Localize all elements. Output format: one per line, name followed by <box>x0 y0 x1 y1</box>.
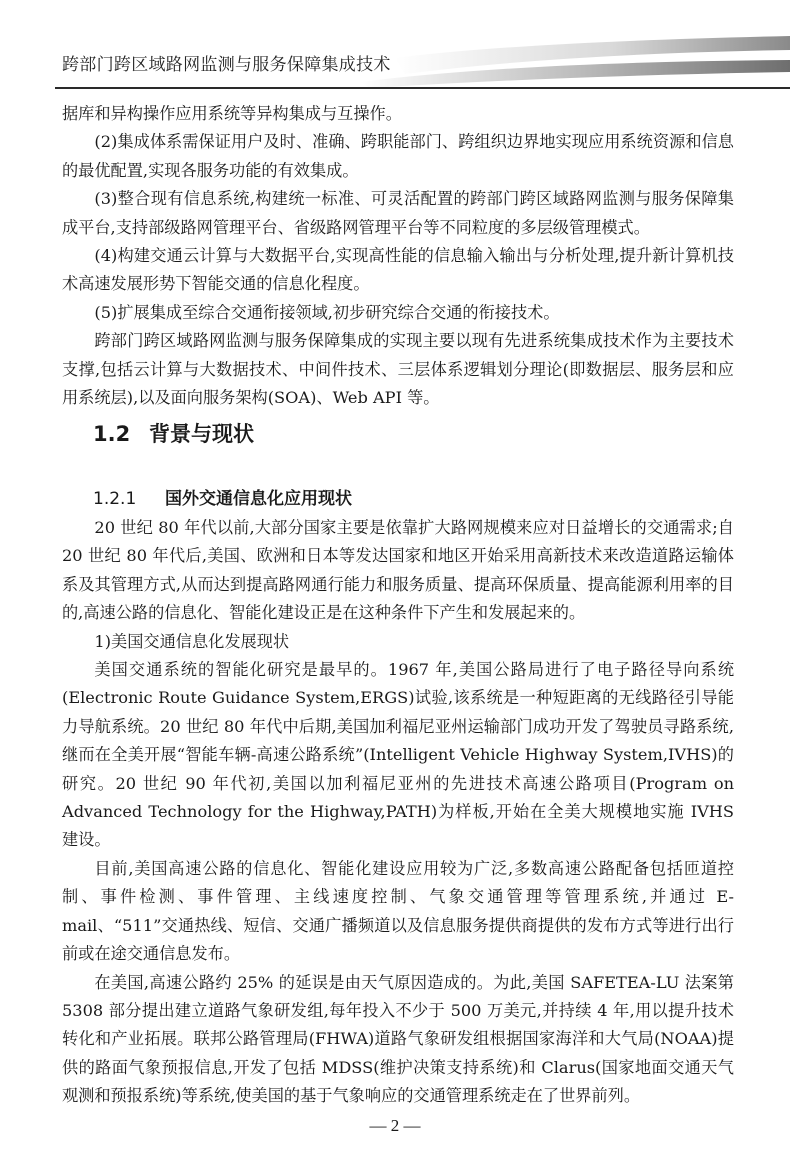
subsection-title: 国外交通信息化应用现状 <box>165 489 352 509</box>
paragraph-usa-history: 美国交通系统的智能化研究是最早的。1967 年,美国公路局进行了电子路径导向系统(Electronic Route Guidance System,ERGS)试验,该系统是一种短距离的无线路径引导能力导航系统。20 世纪 80 年代中后期,美国加利福尼亚州运输部门成功开发了驾驶员寻路系统,继而在全美开展“智能车辆-高速公路系统”(Intelligent Vehicle Highway System,IVHS)的研究。20 世纪 90 年代初,美国以加利福尼亚州的先进技术高速公路项目(Program on Advanced Technology for the Highway,PATH)为样板,开始在全美大规模地实施 IVHS 建设。 <box>62 660 734 850</box>
page-header <box>0 0 790 96</box>
paragraph-usa-weather: 在美国,高速公路约 25% 的延误是由天气原因造成的。为此,美国 SAFETEA-LU 法案第 5308 部分提出建立道路气象研发组,每年投入不少于 500 万美元,并持续 4 年,用以提升技术转化和产业拓展。联邦公路管理局(FHWA)道路气象研发组根据国家海洋和大气局(NOAA)提供的路面气象预报信息,开发了包括 MDSS(维护决策支持系统)和 Clarus(国家地面交通天气观测和预报系统)等系统,使美国的基于气象响应的交通管理系统走在了世界前列。 <box>62 972 734 1106</box>
section-number: 1.2 <box>93 422 131 446</box>
paragraph-item-5: (5)扩展集成至综合交通衔接领域,初步研究综合交通的衔接技术。 <box>94 302 560 322</box>
paragraph-summary: 跨部门跨区域路网监测与服务保障集成的实现主要以现有先进系统集成技术作为主要技术支撑,包括云计算与大数据技术、中间件技术、三层体系逻辑划分理论(即数据层、服务层和应用系统层),以及面向服务架构(SOA)、Web API 等。 <box>62 331 734 408</box>
page-number: — 2 — <box>369 1116 421 1135</box>
header-decoration <box>0 0 790 96</box>
top-text-block <box>62 100 734 412</box>
bottom-text-block <box>62 514 734 1111</box>
section-title: 背景与现状 <box>149 422 254 446</box>
paragraph-item-3: (3)整合现有信息系统,构建统一标准、可灵活配置的跨部门跨区域路网监测与服务保障集成平台,支持部级路网管理平台、省级路网管理平台等不同粒度的多层级管理模式。 <box>62 189 734 237</box>
subsection-number: 1.2.1 <box>93 489 137 509</box>
subsection-heading <box>93 484 352 509</box>
paragraph-usa-heading: 1)美国交通信息化发展现状 <box>94 631 290 651</box>
paragraph-item-4: (4)构建交通云计算与大数据平台,实现高性能的信息输入输出与分析处理,提升新计算机技术高速发展形势下智能交通的信息化程度。 <box>62 246 734 294</box>
section-heading <box>93 418 254 448</box>
paragraph-usa-current: 目前,美国高速公路的信息化、智能化建设应用较为广泛,多数高速公路配备包括匝道控制、事件检测、事件管理、主线速度控制、气象交通管理等管理系统,并通过 E-mail、“511”交通热线、短信、交通广播频道以及信息服务提供商提供的发布方式等进行出行前或在途交通信息发布。 <box>62 858 734 964</box>
paragraph-item-2: (2)集成体系需保证用户及时、准确、跨职能部门、跨组织边界地实现应用系统资源和信息的最优配置,实现各服务功能的有效集成。 <box>62 132 734 180</box>
paragraph-continued: 据库和异构操作应用系统等异构集成与互操作。 <box>62 104 402 123</box>
running-title: 跨部门跨区域路网监测与服务保障集成技术 <box>62 55 391 75</box>
paragraph-intro: 20 世纪 80 年代以前,大部分国家主要是依靠扩大路网规模来应对日益增长的交通需求;自 20 世纪 80 年代后,美国、欧洲和日本等发达国家和地区开始采用高新技术来改造道路运输体系及其管理方式,从而达到提高路网通行能力和服务质量、提高环保质量、提高能源利用率的目的,高速公路的信息化、智能化建设正是在这种条件下产生和发展起来的。 <box>62 518 734 623</box>
